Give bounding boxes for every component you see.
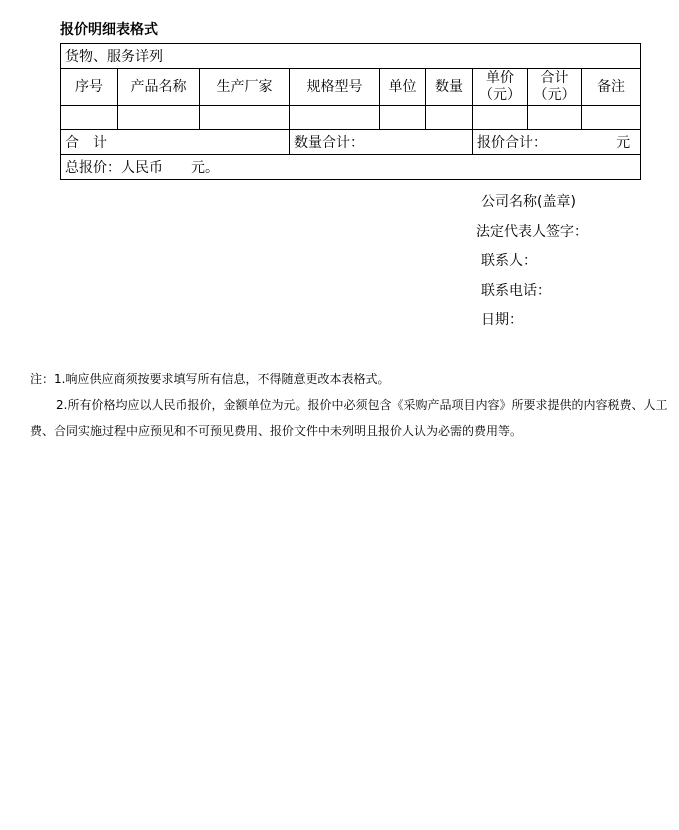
quote-detail-table <box>60 43 641 180</box>
section-header: 货物、服务详列 <box>61 44 641 69</box>
col-header: 合计 （元） <box>528 69 582 106</box>
col-header: 产品名称 <box>118 69 200 106</box>
column-header-row <box>61 69 641 106</box>
grand-total: 总报价：人民币 元。 <box>61 155 641 180</box>
price-total <box>473 130 641 155</box>
col-header: 序号 <box>61 69 118 106</box>
col-header: 生产厂家 <box>200 69 290 106</box>
page-title: 报价明细表格式 <box>60 22 158 38</box>
table-row <box>61 106 641 130</box>
col-header: 数量 <box>426 69 473 106</box>
date-label: 日期： <box>481 312 523 328</box>
blank-cell[interactable] <box>426 106 473 130</box>
col-header: 单价 （元） <box>473 69 528 106</box>
blank-cell[interactable] <box>380 106 426 130</box>
blank-cell[interactable] <box>61 106 118 130</box>
col-header: 备注 <box>582 69 641 106</box>
col-header: 单位 <box>380 69 426 106</box>
total-label: 合 计 <box>61 130 290 155</box>
total-row <box>61 130 641 155</box>
col-header: 规格型号 <box>290 69 380 106</box>
notes <box>30 366 675 444</box>
price-total-label: 报价合计： <box>477 135 547 151</box>
blank-cell[interactable] <box>118 106 200 130</box>
blank-cell[interactable] <box>290 106 380 130</box>
phone-label: 联系电话： <box>481 283 551 299</box>
legal-rep-label: 法定代表人签字： <box>476 224 588 240</box>
blank-cell[interactable] <box>582 106 641 130</box>
blank-cell[interactable] <box>473 106 528 130</box>
note-2: 2.所有价格均应以人民币报价，金额单位为元。报价中必须包含《采购产品项目内容》所要求提供的内容税费、人工费、合同实施过程中应预见和不可预见费用、报价文件中未列明且报价人认为必需的费用等。 <box>30 398 668 438</box>
contact-label: 联系人： <box>481 253 537 269</box>
blank-cell[interactable] <box>200 106 290 130</box>
company-name-label: 公司名称(盖章) <box>481 194 576 210</box>
note-1: 注：1.响应供应商须按要求填写所有信息，不得随意更改本表格式。 <box>30 372 390 386</box>
quantity-total: 数量合计： <box>290 130 473 155</box>
blank-cell[interactable] <box>528 106 582 130</box>
price-total-unit: 元 <box>616 135 631 151</box>
